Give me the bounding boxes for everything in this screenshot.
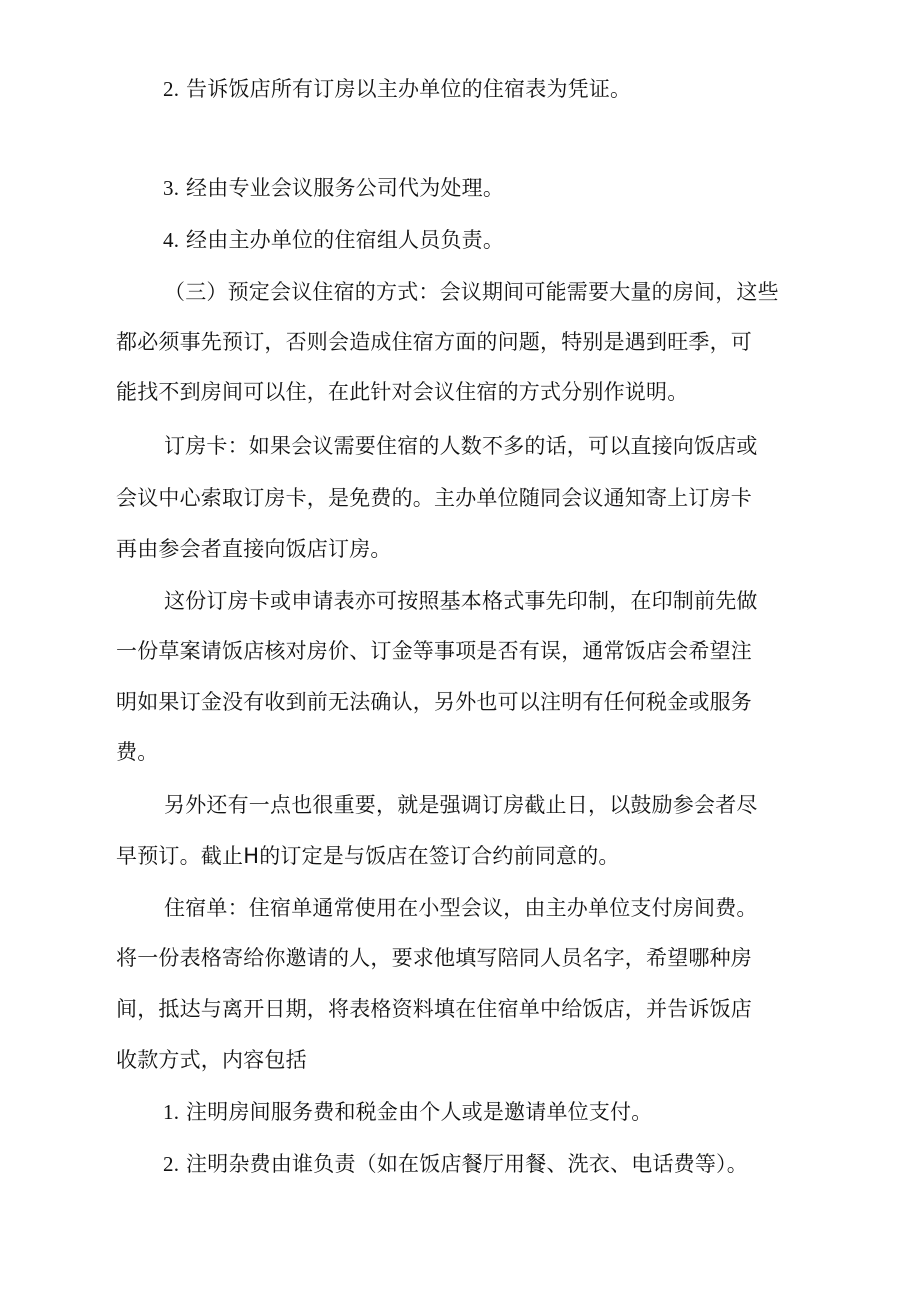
list-number: 1.	[163, 1100, 180, 1124]
list-item	[163, 1149, 748, 1179]
text-line: 告诉饭店所有订房以主办单位的住宿表为凭证。	[186, 77, 632, 101]
text-line: 经由主办单位的住宿组人员负责。	[186, 228, 505, 252]
list-item	[163, 1097, 652, 1127]
list-number: 4.	[163, 228, 180, 252]
list-item	[163, 74, 631, 104]
text-line: 经由专业会议服务公司代为处理。	[186, 176, 505, 200]
text-line: 住宿单：住宿单通常使用在小型会议，由主办单位支付房间费。	[164, 896, 758, 920]
text-line: 再由参会者直接向饭店订房。	[116, 537, 392, 561]
text-line: 收款方式，内容包括	[116, 1048, 307, 1072]
list-number: 2.	[163, 1152, 180, 1176]
list-number: 3.	[163, 176, 180, 200]
text-line: 明如果订金没有收到前无法确认，另外也可以注明有任何税金或服务	[116, 690, 752, 714]
text-line: 订房卡：如果会议需要住宿的人数不多的话，可以直接向饭店或	[164, 434, 758, 458]
list-item	[163, 225, 504, 255]
text-line: 这份订房卡或申请表亦可按照基本格式事先印制，在印制前先做	[164, 589, 758, 613]
text-line: 费。	[116, 740, 159, 764]
text-line: 能找不到房间可以住，在此针对会议住宿的方式分别作说明。	[116, 380, 689, 404]
text-line: 都必须事先预订，否则会造成住宿方面的问题，特别是遇到旺季，可	[116, 330, 752, 354]
text-line: 早预订。截止H的订定是与饭店在签订合约前同意的。	[116, 844, 620, 868]
text-line: 间，抵达与离开日期，将表格资料填在住宿单中给饭店，并告诉饭店	[116, 997, 752, 1021]
text-line: 注明房间服务费和税金由个人或是邀请单位支付。	[186, 1100, 653, 1124]
text-line: （三）预定会议住宿的方式：会议期间可能需要大量的房间，这些	[164, 280, 779, 304]
list-item	[163, 173, 504, 203]
text-line: 注明杂费由谁负责（如在饭店餐厅用餐、洗衣、电话费等）。	[186, 1152, 748, 1176]
text-line: 会议中心索取订房卡，是免费的。主办单位随同会议通知寄上订房卡	[116, 486, 752, 510]
list-number: 2.	[163, 77, 180, 101]
text-line: 另外还有一点也很重要，就是强调订房截止日，以鼓励参会者尽	[164, 793, 758, 817]
text-line: 将一份表格寄给你邀请的人，要求他填写陪同人员名字，希望哪种房	[116, 946, 752, 970]
text-line: 一份草案请饭店核对房价、订金等事项是否有误，通常饭店会希望注	[116, 639, 752, 663]
